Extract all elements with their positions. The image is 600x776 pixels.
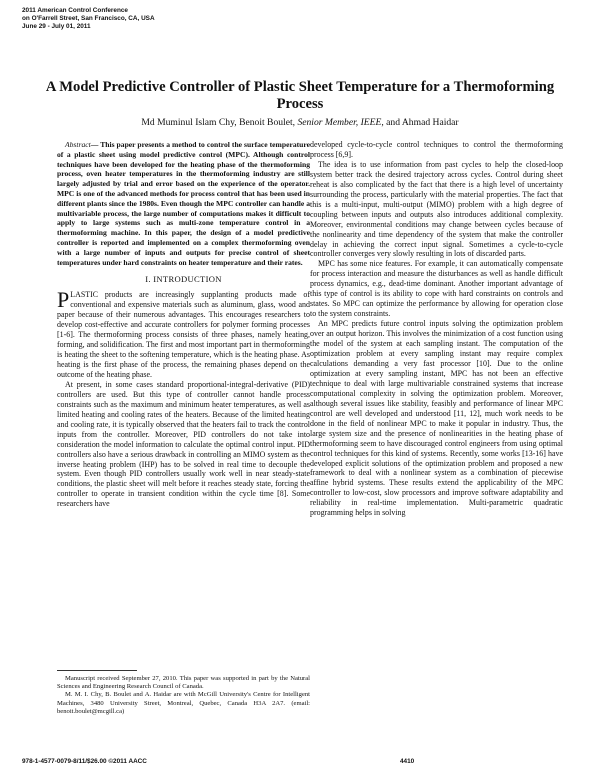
right-paragraph-2: The idea is to use information from past cycles to help the closed-loop system better track the desired trajectory across cycles. Control during sheet reheat is also complicated by the fact that there is a high level of uncertainty surrounding the process, particularly with the material properties. The fact that this is a multi-input, multi-output (MIMO) problem with a high degree of coupling between inputs and outputs also introduces additional complexity. Moreover, environmental conditions may change between cycles because of the nonlinearity and time dependency of the system that make the controller delay in achieving the correct input signal. Sometimes a cycle-to-cycle controller converges very slowly resulting in lots of discarded parts. <box>310 159 563 259</box>
intro-paragraph-2: At present, in some cases standard proportional-integral-derivative (PID) controllers are used. But this type of controller cannot handle process constraints such as the maximum and minimum heater temperatures, as well as limited heating and cooling rates of the heaters. Because of the limited heating and cooling rate, it is typically observed that the heaters fail to track the control inputs from the controller. Moreover, PID controllers do not take into consideration the model information to calculate the optimal control input. PID controllers also have a serious drawback in controlling an MIMO system as the inverse heating problem (IHP) has to be solved in real time to decouple the system. Even though PID controllers usually work well in near steady-state conditions, the plastic sheet will melt before it reaches steady state, forcing the controller to operate in transient condition within the cycle time [8]. Some researchers have <box>57 379 310 509</box>
author-names-tail: , and Ahmad Haidar <box>381 117 459 128</box>
right-paragraph-3: MPC has some nice features. For example, it can automatically compensate for process interaction and measure the disturbances as well as handle difficult process dynamics, e.g., dead-time dominant. Another important advantage of this type of control is its ability to cope with hard constraints on controls and states. So MPC can optimize the performance by allowing for operation close to the system constraints. <box>310 259 563 319</box>
right-column <box>310 140 563 518</box>
right-paragraph-1: developed cycle-to-cycle control techniques to control the thermoforming process [6,9]. <box>310 140 563 159</box>
conference-header <box>22 7 155 31</box>
abstract-label: Abstract <box>65 140 91 149</box>
author-names: Md Muminul Islam Chy, Benoit Boulet, <box>141 117 298 128</box>
abstract <box>57 140 310 267</box>
conference-dates: June 29 - July 01, 2011 <box>22 23 91 30</box>
left-column <box>57 140 310 509</box>
intro-paragraph-1-text: LASTIC products are increasingly supplanting products made of conventional and expensive materials such as aluminum, glass, wood and paper because of their numerous advantages. This encourages researchers to develop cost-effective and accurate controllers for polymer forming processes [1-6]. The thermoforming process consists of three phases, namely heating, forming, and solidification. The first and most important part in thermoforming is heating the sheet to the softening temperature, which is the heating phase. As heating is the first phase of the process, the remaining phases depend on the outcome of the heating phase. <box>57 290 310 379</box>
paper-title: A Model Predictive Controller of Plastic Sheet Temperature for a Thermoforming Process <box>45 79 555 112</box>
footnote-rule <box>57 670 137 671</box>
drop-cap: P <box>57 287 70 313</box>
author-line <box>30 117 570 129</box>
author-membership: Senior Member, IEEE <box>297 117 382 128</box>
section-heading-introduction: I. INTRODUCTION <box>145 274 222 285</box>
footnote-manuscript: Manuscript received September 27, 2010. This paper was supported in part by the Natural Sciences and Engineering Research Council of Canada. <box>57 675 310 691</box>
isbn-line: 978-1-4577-0079-8/11/$26.00 ©2011 AACC <box>22 758 147 765</box>
conference-name: 2011 American Control Conference <box>22 7 128 14</box>
footnote <box>57 675 310 716</box>
intro-paragraph-1 <box>57 287 310 380</box>
page-number: 4410 <box>400 758 415 765</box>
footnote-affiliation: M. M. I. Chy, B. Boulet and A. Haidar are with McGill University's Centre for Intelligent Machines, 3480 University Street, Montreal, Quebec, Canada H3A 2A7. (email: benoit.boulet@mcgill.ca) <box>57 691 310 715</box>
right-paragraph-4: An MPC predicts future control inputs solving the optimization problem over an output horizon. This involves the minimization of a cost function using the model of the system at each sampling instant. The computation of the optimization problem at every sampling instant may require complex calculations demanding a very fast processor [10]. Due to the online optimization at every sampling instant, MPC has not been an effective technique to deal with large multivariable constrained systems that increase computational complexity in solving the optimization problem. Moreover, although several issues like stability, feasibly and performance of linear MPC control are well developed and understood [11, 12], much work needs to be done in the field of nonlinear MPC to make it popular in industry. Thus, the large system size and the presence of nonlinearities in the heating phase of thermoforming seem to have discouraged control engineers from using optimal control techniques for this kind of systems. Recently, some works [13-16] have developed explicit solutions of the optimization problem and proposed a new framework to deal with a nonlinear system as a combination of piecewise affine hybrid systems. These results extend the applicability of the MPC controller to low-cost, slow processors and improve software adaptability and reliability in real-time implementation. Multi-parametric quadratic programming helps in solving <box>310 319 563 518</box>
conference-location: on O'Farrell Street, San Francisco, CA, USA <box>22 15 155 22</box>
abstract-text: — This paper presents a method to control the surface temperature of a plastic sheet using model predictive control (MPC). Although control techniques have been developed for the heating phase of the thermoforming process, oven heater temperatures in the thermoforming industry are still largely adjusted by trial and error based on the experience of the operator. MPC is one of the advanced methods for process control that has been used in different plants since the 1980s. Even though the MPC controller can handle a multivariable process, the large number of computations makes it difficult to apply to large systems such as multi-zone temperature control in a thermoforming machine. In this paper, the design of a model predictive controller is reported and implemented on a complex thermoforming oven with a large number of inputs and outputs for precise control of sheet temperatures under hard constraints on heater temperature and their rates. <box>57 140 310 267</box>
